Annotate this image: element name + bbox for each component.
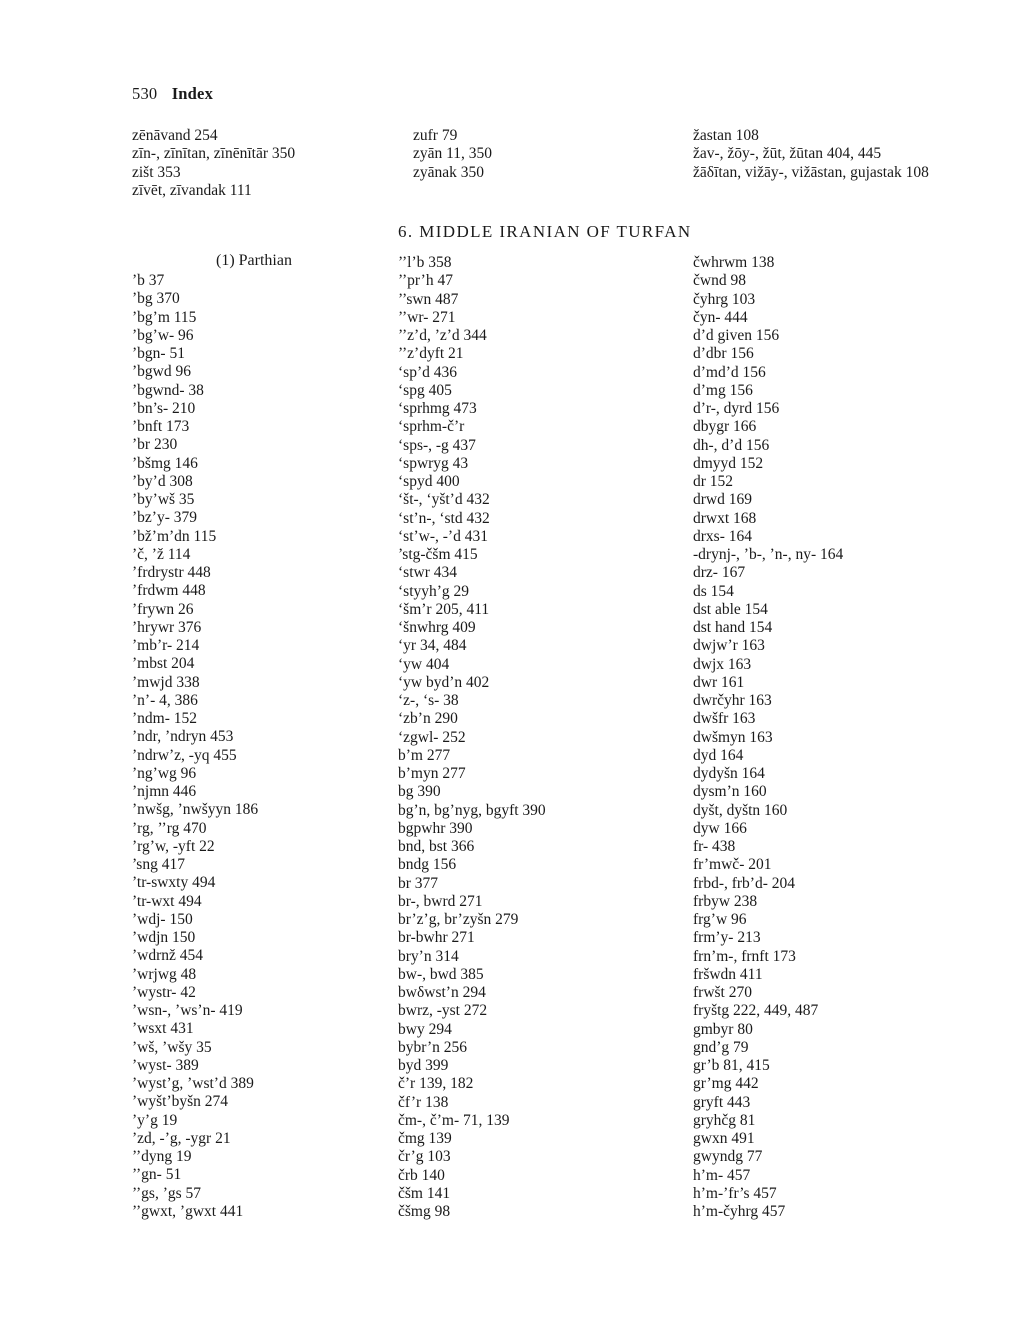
index-entry: ds 154 — [693, 582, 734, 600]
index-entry: ’rg, ’’rg 470 — [132, 819, 207, 837]
index-entry: d’md’d 156 — [693, 363, 766, 381]
index-entry: ’bg’m 115 — [132, 308, 197, 326]
index-entry: d’r-, dyrd 156 — [693, 400, 780, 417]
index-entry: ’tr-swxty 494 — [132, 874, 216, 892]
index-entry: ’rg’w, -yft 22 — [132, 837, 215, 855]
index-entry: ’bg’w- 96 — [132, 326, 194, 344]
index-entry: d’mg 156 — [693, 381, 753, 399]
index-entry: ’bgwnd- 38 — [132, 381, 204, 399]
index-entry: ’wš, ’wšy 35 — [132, 1038, 212, 1056]
index-entry: ‘sprhm-č’r — [398, 418, 465, 436]
index-entry: ’bž’m’dn 115 — [132, 527, 217, 545]
index-entry: ‘zb’n 290 — [398, 710, 458, 728]
index-entry: zēnāvand 254 — [132, 127, 218, 144]
index-entry: ’hrywr 376 — [132, 618, 202, 636]
index-entry: ’stg-čšm 415 — [398, 546, 478, 563]
index-entry: dwšfr 163 — [693, 710, 756, 728]
index-entry: dst hand 154 — [693, 619, 773, 636]
index-entry: zīvēt, zīvandak 111 — [132, 181, 252, 199]
index-entry: gryhčg 81 — [693, 1111, 756, 1129]
index-entry: ’ndm- 152 — [132, 710, 198, 727]
index-entry: ’’z’dyft 21 — [398, 345, 464, 363]
index-entry: ‘styyh’g 29 — [398, 582, 470, 600]
index-entry: čšm 141 — [398, 1184, 451, 1202]
index-entry: ‘z-, ‘s- 38 — [398, 692, 459, 709]
index-entry: dyšt, dyštn 160 — [693, 801, 788, 819]
index-entry: drxs- 164 — [693, 527, 752, 545]
index-entry: ‘st’w-, -’d 431 — [398, 527, 488, 545]
index-entry: br’z’g, br’zyšn 279 — [398, 911, 519, 928]
index-entry: čwhrwm 138 — [693, 254, 775, 271]
index-entry: frn’m-, frnft 173 — [693, 947, 796, 965]
index-entry: ‘sprhmg 473 — [398, 400, 477, 417]
index-entry: bg’n, bg’nyg, bgyft 390 — [398, 801, 546, 819]
index-entry: ‘šnwhrg 409 — [398, 619, 476, 636]
subsection-heading: (1) Parthian — [216, 252, 292, 269]
index-entry: ‘sps-, -g 437 — [398, 436, 476, 454]
index-entry: b’m 277 — [398, 746, 451, 764]
index-entry: gmbyr 80 — [693, 1020, 753, 1038]
index-entry: br 377 — [398, 874, 439, 892]
index-entry: ’bgn- 51 — [132, 345, 185, 362]
running-head — [132, 84, 213, 104]
index-entry: fršwdn 411 — [693, 965, 763, 983]
index-entry: dst able 154 — [693, 600, 768, 618]
index-entry: dwrčyhr 163 — [693, 692, 772, 709]
index-entry: ’’gwxt, ’gwxt 441 — [132, 1202, 244, 1220]
index-column-1 — [132, 272, 258, 1221]
index-entry: ’bg 370 — [132, 290, 180, 308]
index-entry: frg’w 96 — [693, 911, 747, 928]
index-column-2 — [398, 254, 546, 1221]
index-entry: ‘zgwl- 252 — [398, 728, 466, 746]
index-entry: b’myn 277 — [398, 765, 466, 782]
index-entry: h’m-čyhrg 457 — [693, 1203, 786, 1220]
section-heading: 6. MIDDLE IRANIAN OF TURFAN — [398, 222, 692, 241]
index-entry: č’r 139, 182 — [398, 1075, 474, 1093]
index-entry: fr- 438 — [693, 838, 736, 855]
index-entry: ’br 230 — [132, 436, 178, 454]
index-entry: bwy 294 — [398, 1020, 452, 1038]
index-entry: ’wrjwg 48 — [132, 965, 197, 983]
index-entry: ’’z’d, ’z’d 344 — [398, 327, 487, 344]
index-entry: dyw 166 — [693, 819, 747, 837]
index-entry: ’mwjd 338 — [132, 673, 200, 691]
index-entry: ‘sp’d 436 — [398, 363, 457, 381]
index-entry: čšmg 98 — [398, 1203, 451, 1220]
index-entry: fr’mwč- 201 — [693, 856, 772, 874]
index-entry: byd 399 — [398, 1057, 449, 1074]
index-entry: dwjx 163 — [693, 655, 752, 673]
index-entry: -drynj-, ’b-, ’n-, ny- 164 — [693, 546, 844, 563]
index-entry: ‘spg 405 — [398, 381, 452, 399]
index-entry: ’ng’wg 96 — [132, 764, 197, 782]
index-entry: ’wdjn 150 — [132, 929, 196, 946]
index-entry: ’bgwd 96 — [132, 363, 191, 381]
index-entry: ’wyst- 389 — [132, 1056, 199, 1074]
index-entry: dmyyd 152 — [693, 454, 764, 472]
index-entry: ’by’d 308 — [132, 472, 193, 490]
index-entry: frbyw 238 — [693, 892, 758, 910]
index-entry: ‘št-, ‘yšt’d 432 — [398, 491, 490, 509]
index-entry: žastan 108 — [693, 127, 759, 144]
index-entry: ’nwšg, ’nwšyyn 186 — [132, 801, 259, 819]
index-entry: bgpwhr 390 — [398, 819, 473, 837]
index-entry: čyhrg 103 — [693, 290, 756, 308]
index-entry: ’’pr’h 47 — [398, 272, 453, 290]
index-entry: ’zd, -’g, -ygr 21 — [132, 1129, 231, 1147]
index-entry: zyānak 350 — [413, 163, 485, 181]
index-entry: bndg 156 — [398, 856, 457, 874]
index-entry: dyd 164 — [693, 746, 744, 764]
index-entry: dbygr 166 — [693, 418, 757, 436]
index-entry: ’wyst’g, ’wst’d 389 — [132, 1075, 254, 1092]
top-column-2 — [413, 127, 492, 182]
index-entry: frwšt 270 — [693, 984, 752, 1001]
index-entry: bry’n 314 — [398, 947, 459, 965]
index-entry: ’bšmg 146 — [132, 454, 198, 472]
index-column-3 — [693, 254, 843, 1221]
index-entry: ’frdrystr 448 — [132, 564, 211, 581]
index-entry: ’ndrw’z, -yq 455 — [132, 746, 237, 764]
index-entry: ’’l’b 358 — [398, 254, 452, 271]
index-entry: bwrz, -yst 272 — [398, 1002, 488, 1020]
index-entry: gnd’g 79 — [693, 1038, 749, 1056]
index-entry: ’frdwm 448 — [132, 582, 206, 600]
page-title: Index — [171, 84, 214, 103]
index-entry: ’mb’r- 214 — [132, 637, 200, 654]
index-entry: ’frywn 26 — [132, 600, 194, 618]
index-entry: gryft 443 — [693, 1093, 751, 1111]
index-entry: ‘spwryg 43 — [398, 454, 469, 472]
index-entry: bybr’n 256 — [398, 1038, 468, 1056]
index-entry: ’’gs, ’gs 57 — [132, 1184, 202, 1202]
index-entry: ’y’g 19 — [132, 1111, 178, 1129]
index-entry: dr 152 — [693, 473, 734, 490]
index-entry: čwnd 98 — [693, 272, 746, 290]
index-entry: bg 390 — [398, 783, 441, 801]
index-entry: gr’mg 442 — [693, 1075, 759, 1093]
index-entry: čyn- 444 — [693, 308, 748, 326]
index-entry: ’wdj- 150 — [132, 910, 193, 928]
index-entry: drwxt 168 — [693, 509, 757, 527]
index-entry: ’n’- 4, 386 — [132, 691, 198, 709]
top-column-3 — [693, 127, 929, 182]
index-entry: dwšmyn 163 — [693, 728, 773, 746]
index-entry: br-bwhr 271 — [398, 929, 475, 947]
index-entry: bwδwst’n 294 — [398, 984, 486, 1001]
index-entry: dh-, d’d 156 — [693, 436, 770, 454]
index-entry: fryštg 222, 449, 487 — [693, 1002, 819, 1020]
index-entry: frm’y- 213 — [693, 929, 761, 947]
index-entry: zišt 353 — [132, 163, 181, 181]
index-entry: ’wsn-, ’ws’n- 419 — [132, 1002, 243, 1019]
index-entry: gwxn 491 — [693, 1130, 755, 1147]
top-column-1 — [132, 127, 295, 200]
index-entry: ’’gn- 51 — [132, 1166, 182, 1184]
index-entry: frbd-, frb’d- 204 — [693, 874, 796, 892]
index-entry: ’č, ’ž 114 — [132, 545, 191, 563]
index-entry: ’’dyng 19 — [132, 1148, 192, 1165]
index-entry: ‘šm’r 205, 411 — [398, 600, 490, 618]
index-entry: ’tr-wxt 494 — [132, 892, 202, 910]
index-entry: zyān 11, 350 — [413, 145, 493, 163]
index-entry: ’’swn 487 — [398, 290, 459, 308]
index-entry: čf’r 138 — [398, 1093, 449, 1111]
index-entry: ’ndr, ’ndryn 453 — [132, 728, 234, 746]
index-entry: ’wdrnž 454 — [132, 947, 204, 965]
index-entry: ’wsxt 431 — [132, 1020, 194, 1038]
page-number: 530 — [132, 84, 158, 103]
index-entry: bnd, bst 366 — [398, 838, 475, 855]
index-entry: gwyndg 77 — [693, 1148, 763, 1166]
index-entry: drwd 169 — [693, 491, 752, 509]
index-entry: ’bz’y- 379 — [132, 509, 197, 527]
index-entry: ’mbst 204 — [132, 655, 195, 673]
index-entry: ’bn’s- 210 — [132, 399, 196, 417]
index-entry: žav-, žōy-, žūt, žūtan 404, 445 — [693, 145, 882, 163]
index-entry: ’wyšt’byšn 274 — [132, 1093, 229, 1111]
index-entry: ’wystr- 42 — [132, 983, 196, 1001]
index-entry: ’njmn 446 — [132, 783, 197, 800]
index-entry: dwjw’r 163 — [693, 637, 765, 655]
index-entry: čm-, č’m- 71, 139 — [398, 1111, 510, 1129]
index-entry: ‘stwr 434 — [398, 564, 457, 582]
index-entry: h’m-’fr’s 457 — [693, 1184, 777, 1202]
index-entry: ‘yr 34, 484 — [398, 637, 467, 655]
index-entry: d’dbr 156 — [693, 345, 754, 363]
index-entry: ’bnft 173 — [132, 418, 190, 435]
index-entry: d’d given 156 — [693, 327, 780, 344]
index-entry: gr’b 81, 415 — [693, 1057, 770, 1074]
index-entry: ’sng 417 — [132, 856, 185, 873]
index-entry: br-, bwrd 271 — [398, 892, 483, 910]
index-entry: ‘st’n-, ‘std 432 — [398, 509, 490, 527]
index-entry: zufr 79 — [413, 127, 458, 144]
index-entry: žāδītan, vižāy-, vižāstan, gujastak 108 — [693, 163, 929, 181]
index-entry: h’m- 457 — [693, 1166, 751, 1184]
index-entry: ’b 37 — [132, 272, 165, 289]
index-entry: ‘spyd 400 — [398, 473, 460, 490]
index-entry: ‘yw 404 — [398, 655, 450, 673]
index-entry: čmg 139 — [398, 1130, 452, 1147]
index-entry: dydyšn 164 — [693, 765, 765, 782]
index-entry: ‘yw byd’n 402 — [398, 673, 490, 691]
index-entry: zīn-, zīnītan, zīnēnītār 350 — [132, 145, 296, 163]
index-entry: ’’wr- 271 — [398, 308, 456, 326]
index-entry: dysm’n 160 — [693, 783, 767, 801]
index-entry: dwr 161 — [693, 673, 745, 691]
index-entry: ’by’wš 35 — [132, 491, 195, 508]
index-entry: čr’g 103 — [398, 1148, 451, 1166]
index-entry: drz- 167 — [693, 564, 746, 582]
index-entry: črb 140 — [398, 1166, 445, 1184]
index-entry: bw-, bwd 385 — [398, 965, 484, 983]
